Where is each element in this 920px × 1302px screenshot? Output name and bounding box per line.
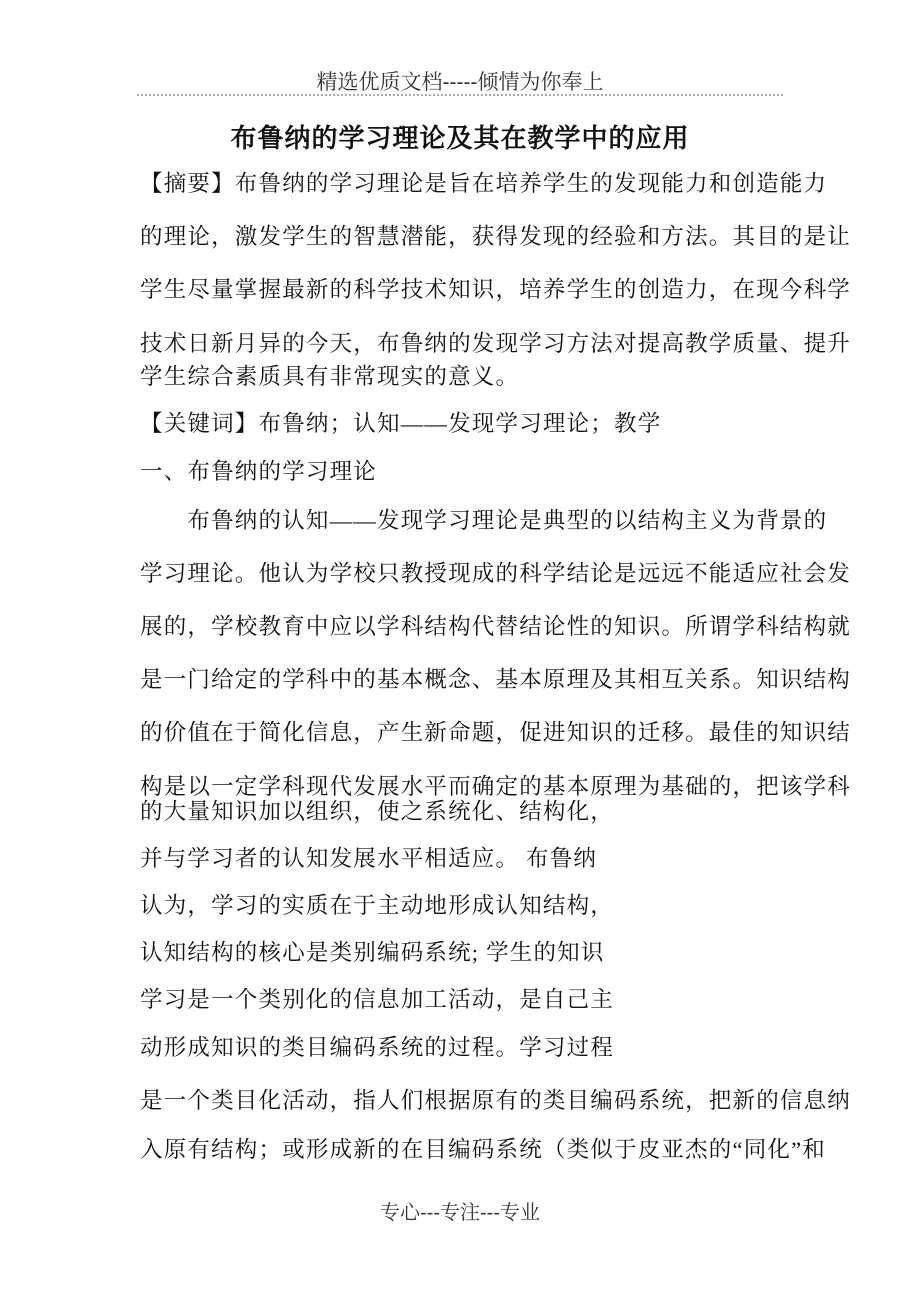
text-line: 学生尽量掌握最新的科学技术知识，培养学生的创造力，在现今科学	[140, 277, 852, 302]
text-line: 入原有结构；或形成新的在目编码系统（类似于皮亚杰的“同化”和	[140, 1137, 826, 1162]
text-line: 的大量知识加以组织，使之系统化、结构化，	[140, 799, 615, 824]
text-line: 的理论，激发学生的智慧潜能，获得发现的经验和方法。其目的是让	[140, 224, 852, 249]
text-line: 学习理论。他认为学校只教授现成的科学结论是远远不能适应社会发	[140, 561, 852, 586]
text-line: 布鲁纳的认知——发现学习理论是典型的以结构主义为背景的	[140, 508, 828, 533]
text-line: 的价值在于简化信息，产生新命题，促进知识的迁移。最佳的知识结	[140, 720, 852, 745]
page-header: 精选优质文档-----倾情为你奉上	[316, 71, 604, 94]
text-line: 学习是一个类别化的信息加工活动，是自己主	[140, 987, 615, 1012]
text-line: 展的，学校教育中应以学科结构代替结论性的知识。所谓学科结构就	[140, 614, 852, 639]
header-divider	[137, 94, 783, 96]
text-line: 认知结构的核心是类别编码系统; 学生的知识	[140, 940, 605, 965]
text-line: 认为，学习的实质在于主动地形成认知结构，	[140, 893, 615, 918]
text-line: 动形成知识的类目编码系统的过程。学习过程	[140, 1035, 615, 1060]
document-title: 布鲁纳的学习理论及其在教学中的应用	[230, 124, 690, 153]
text-line: 是一个类目化活动，指人们根据原有的类目编码系统，把新的信息纳	[140, 1088, 852, 1113]
keywords-line: 【关键词】布鲁纳；认知——发现学习理论；教学	[140, 411, 662, 436]
text-line: 是一门给定的学科中的基本概念、基本原理及其相互关系。知识结构	[140, 667, 852, 692]
text-line: 【摘要】布鲁纳的学习理论是旨在培养学生的发现能力和创造能力	[140, 171, 828, 196]
text-line: 构是以一定学科现代发展水平而确定的基本原理为基础的，把该学科	[140, 774, 852, 799]
text-line: 技术日新月异的今天，布鲁纳的发现学习方法对提高教学质量、提升	[140, 331, 852, 356]
text-line: 并与学习者的认知发展水平相适应。 布鲁纳	[140, 846, 598, 871]
section-heading: 一、布鲁纳的学习理论	[140, 459, 378, 484]
page-footer: 专心---专注---专业	[380, 1202, 540, 1224]
text-line: 学生综合素质具有非常现实的意义。	[140, 364, 520, 389]
